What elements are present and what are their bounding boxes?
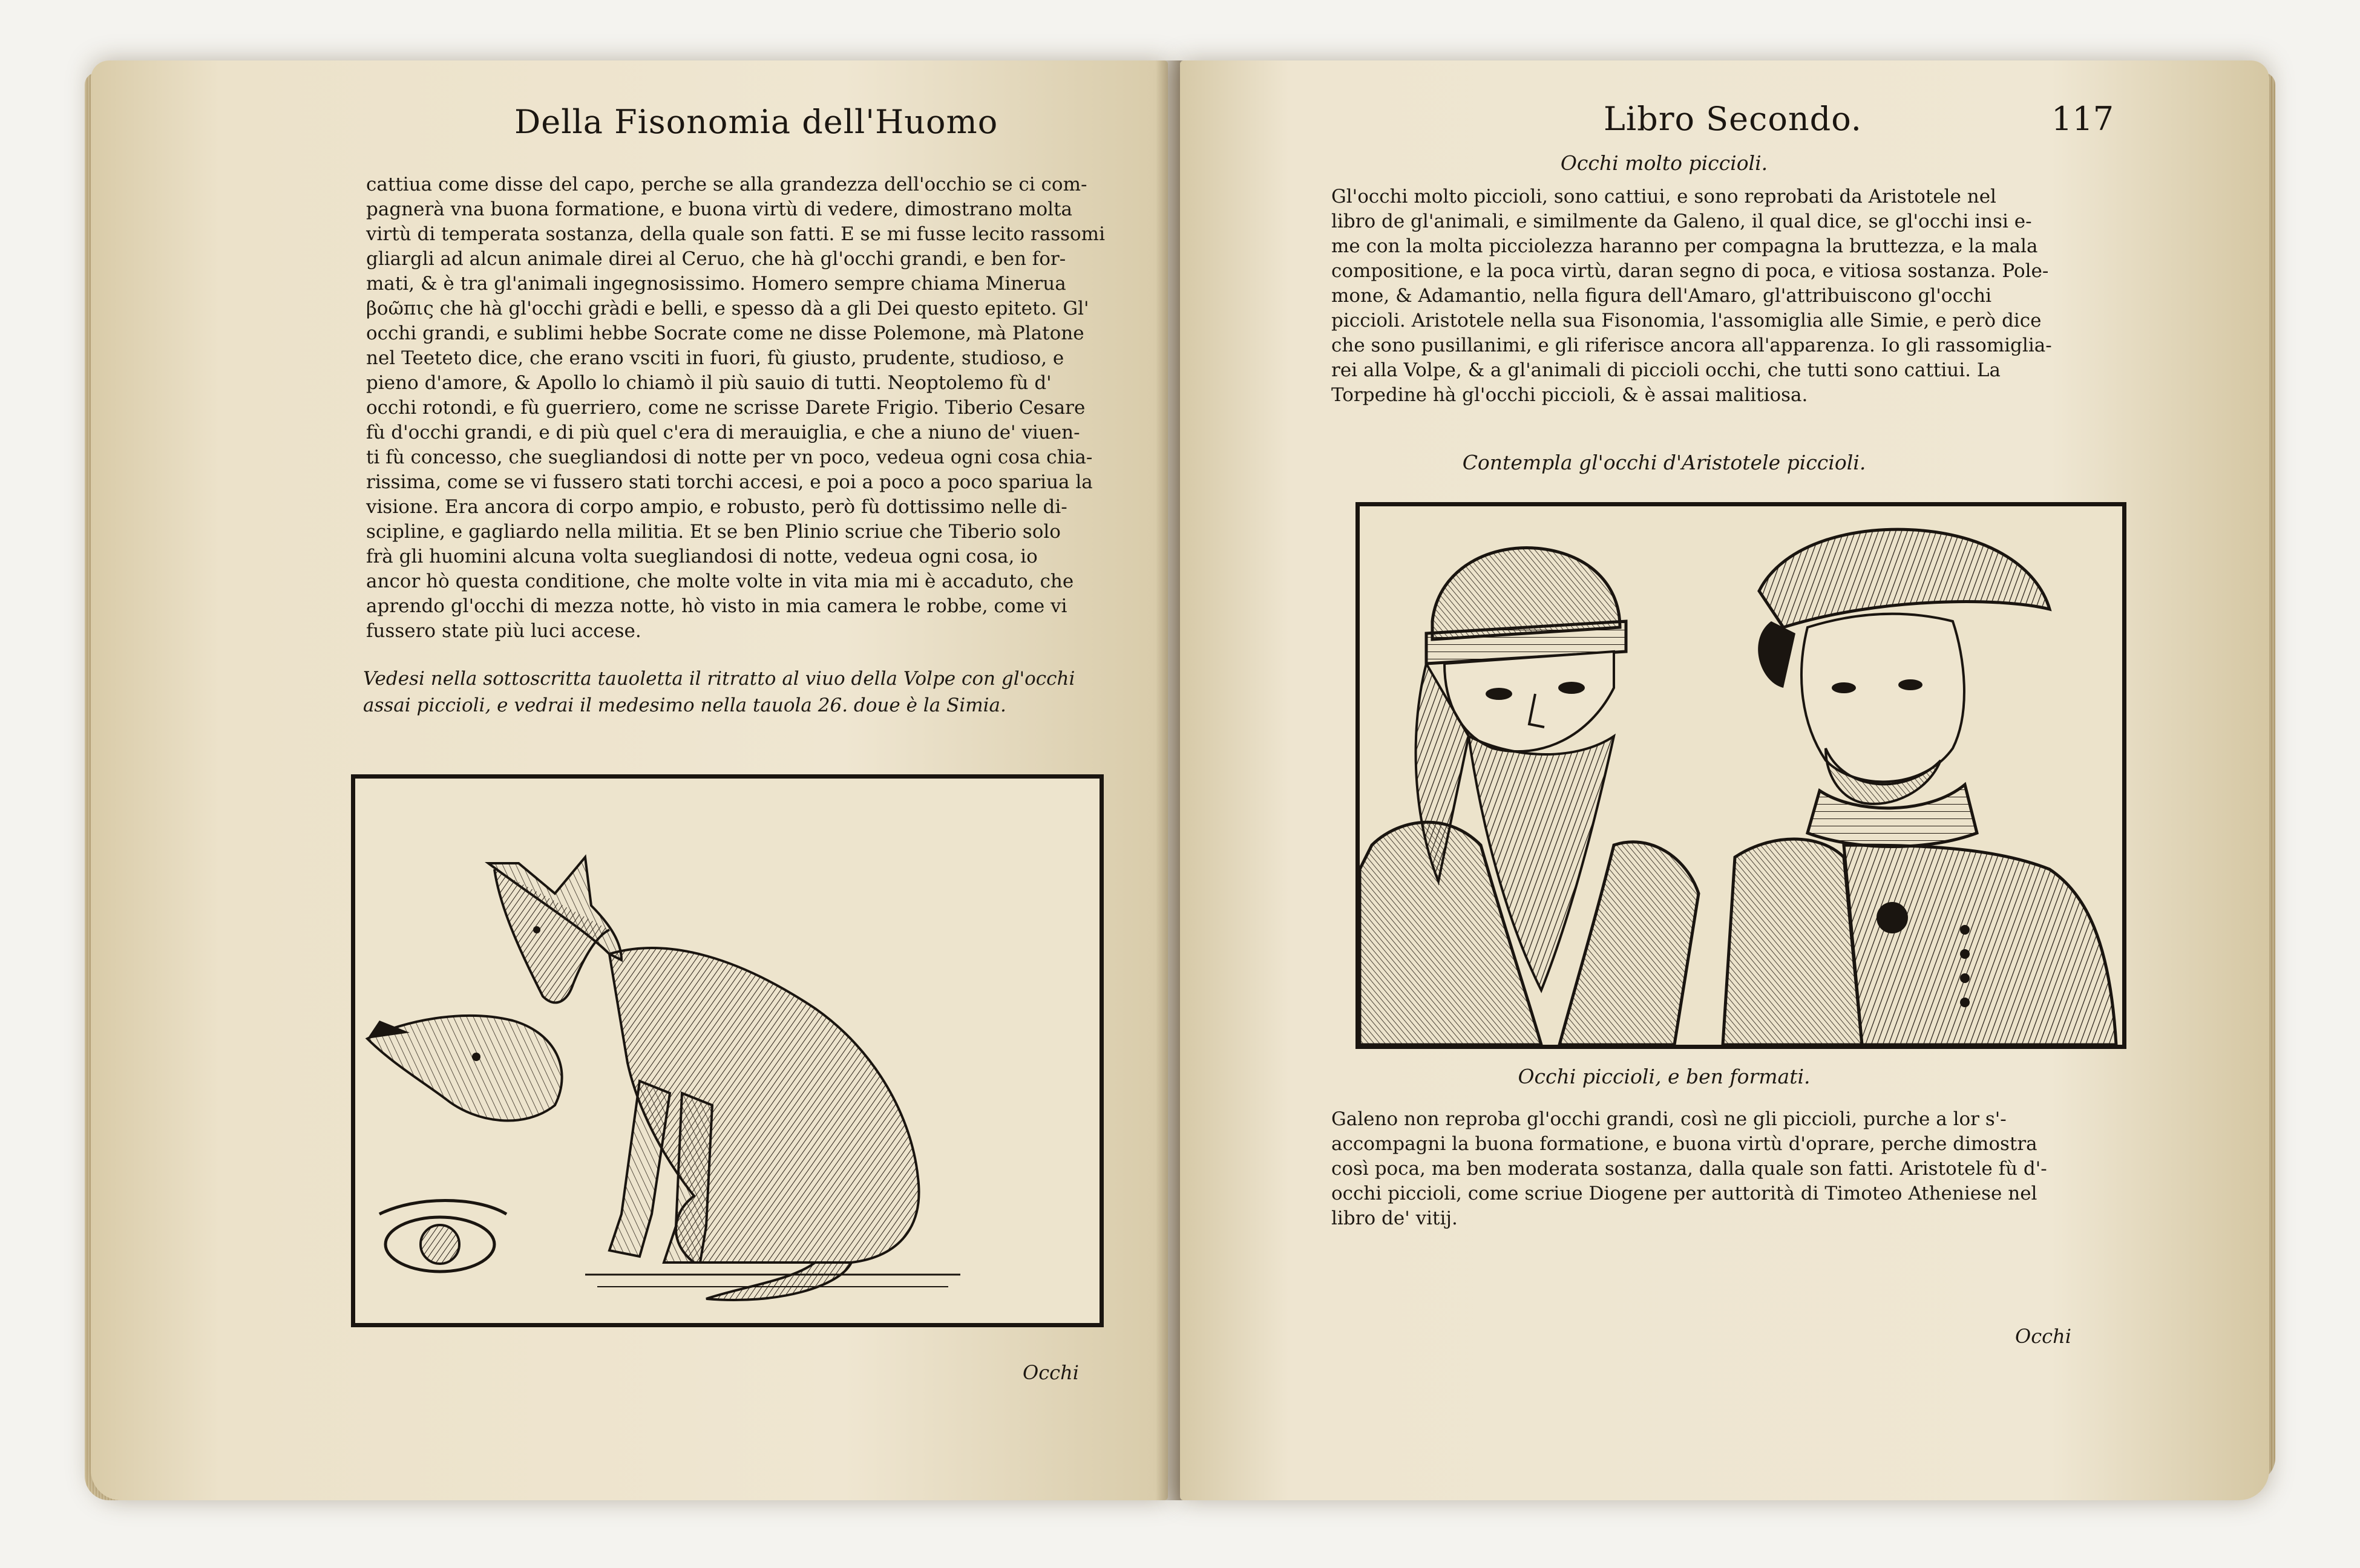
left-body-line: fù d'occhi grandi, e di più quel c'era di merauiglia, e che a niuno de' viuen- bbox=[366, 422, 1080, 443]
left-body-line: frà gli huomini alcuna volta suegliandosi di notte, vedeua ogni cosa, io bbox=[366, 546, 1038, 567]
right-body-line: me con la molta picciolezza haranno per compagna la bruttezza, e la mala bbox=[1331, 235, 2038, 257]
left-figure-caption bbox=[363, 665, 1119, 719]
right-body-line: rei alla Volpe, & a gl'animali di piccioli occhi, che tutti sono cattiui. La bbox=[1331, 359, 2001, 381]
left-body-line: pieno d'amore, & Apollo lo chiamò il più sauio di tutti. Neoptolemo fù d' bbox=[366, 372, 1052, 394]
fox-illustration bbox=[355, 779, 1100, 1323]
left-body-line: aprendo gl'occhi di mezza notte, hò visto in mia camera le robbe, come vi bbox=[366, 595, 1067, 617]
left-body-line: scipline, e gagliardo nella militia. Et se ben Plinio scriue che Tiberio solo bbox=[366, 521, 1061, 543]
right-running-head: Libro Secondo. bbox=[1604, 100, 1862, 138]
left-body-line: occhi rotondi, e fù guerriero, come ne scrisse Darete Frigio. Tiberio Cesare bbox=[366, 397, 1086, 419]
left-body-line: virtù di temperata sostanza, della quale son fatti. E se mi fusse lecito rassomi bbox=[366, 223, 1105, 245]
left-running-head: Della Fisonomia dell'Huomo bbox=[514, 103, 998, 141]
portraits-woodcut bbox=[1355, 502, 2126, 1049]
left-body-line: pagnerà vna buona formatione, e buona virtù di vedere, dimostrano molta bbox=[366, 198, 1073, 220]
right-body-line: mone, & Adamantio, nella figura dell'Amaro, gl'attribuiscono gl'occhi bbox=[1331, 285, 1992, 307]
left-page bbox=[91, 60, 1168, 1500]
left-body-line: visione. Era ancora di corpo ampio, e robusto, però fù dottissimo nelle di- bbox=[366, 496, 1067, 518]
left-body-line: ti fù concesso, che suegliandosi di notte per vn poco, vedeua ogni cosa chia- bbox=[366, 446, 1093, 468]
left-body-line: gliargli ad alcun animale direi al Ceruo, che hà gl'occhi grandi, e ben for- bbox=[366, 248, 1066, 270]
fox-woodcut bbox=[351, 774, 1104, 1327]
right-closing-line: così poca, ma ben moderata sostanza, dalla quale son fatti. Aristotele fù d'- bbox=[1331, 1158, 2047, 1180]
left-body-line: rissima, come se vi fussero stati torchi accesi, e poi a poco a poco spariua la bbox=[366, 471, 1093, 493]
right-body-text bbox=[1331, 185, 2118, 408]
left-body-line: ancor hò questa conditione, che molte volte in vita mia mi è accaduto, che bbox=[366, 570, 1074, 592]
right-body-line: compositione, e la poca virtù, daran segno di poca, e vitiosa sostanza. Pole- bbox=[1331, 260, 2049, 282]
right-body-line: che sono pusillanimi, e gli riferisce ancora all'apparenza. Io gli rassomiglia- bbox=[1331, 335, 2052, 356]
left-body-text bbox=[366, 172, 1110, 644]
page-number: 117 bbox=[2051, 100, 2114, 138]
left-body-line: βοῶπις che hà gl'occhi gràdi e belli, e spesso dà a gli Dei questo epiteto. Gl' bbox=[366, 298, 1089, 319]
section-heading: Occhi molto piccioli. bbox=[1560, 151, 1768, 175]
open-book bbox=[91, 36, 2269, 1524]
right-body-line: libro de gl'animali, e similmente da Galeno, il qual dice, se gl'occhi insi e- bbox=[1331, 211, 2032, 232]
right-closing-line: accompagni la buona formatione, e buona virtù d'oprare, perche dimostra bbox=[1331, 1133, 2037, 1155]
aristotle-portraits-illustration bbox=[1360, 506, 2122, 1045]
figure-caption: Occhi piccioli, e ben formati. bbox=[1518, 1065, 1811, 1088]
right-page bbox=[1180, 60, 2269, 1500]
right-closing-text bbox=[1331, 1107, 2118, 1231]
left-body-line: occhi grandi, e sublimi hebbe Socrate come ne disse Polemone, mà Platone bbox=[366, 322, 1084, 344]
left-body-line: cattiua come disse del capo, perche se alla grandezza dell'occhio se ci com- bbox=[366, 174, 1087, 195]
left-body-line: nel Teeteto dice, che erano vsciti in fuori, fù giusto, prudente, studioso, e bbox=[366, 347, 1064, 369]
right-closing-line: occhi piccioli, come scriue Diogene per auttorità di Timoteo Atheniese nel bbox=[1331, 1183, 2037, 1204]
right-body-line: piccioli. Aristotele nella sua Fisonomia, l'assomiglia alle Simie, e però dice bbox=[1331, 310, 2042, 332]
left-caption-line: Vedesi nella sottoscritta tauoletta il ritratto al viuo della Volpe con gl'occhi bbox=[363, 668, 1075, 690]
right-catchword: Occhi bbox=[2015, 1325, 2071, 1348]
right-closing-line: libro de' vitij. bbox=[1331, 1207, 1458, 1229]
right-closing-line: Galeno non reproba gl'occhi grandi, così ne gli piccioli, purche a lor s'- bbox=[1331, 1108, 2007, 1130]
figure-heading: Contempla gl'occhi d'Aristotele piccioli. bbox=[1462, 451, 1866, 474]
left-catchword: Occhi bbox=[1023, 1361, 1079, 1384]
left-caption-line: assai piccioli, e vedrai il medesimo nella tauola 26. doue è la Simia. bbox=[363, 694, 1006, 716]
right-body-line: Gl'occhi molto piccioli, sono cattiui, e sono reprobati da Aristotele nel bbox=[1331, 186, 1996, 207]
left-body-line: fussero state più luci accese. bbox=[366, 620, 641, 642]
left-body-line: mati, & è tra gl'animali ingegnosissimo. Homero sempre chiama Minerua bbox=[366, 273, 1066, 295]
right-body-line: Torpedine hà gl'occhi piccioli, & è assai malitiosa. bbox=[1331, 384, 1808, 406]
